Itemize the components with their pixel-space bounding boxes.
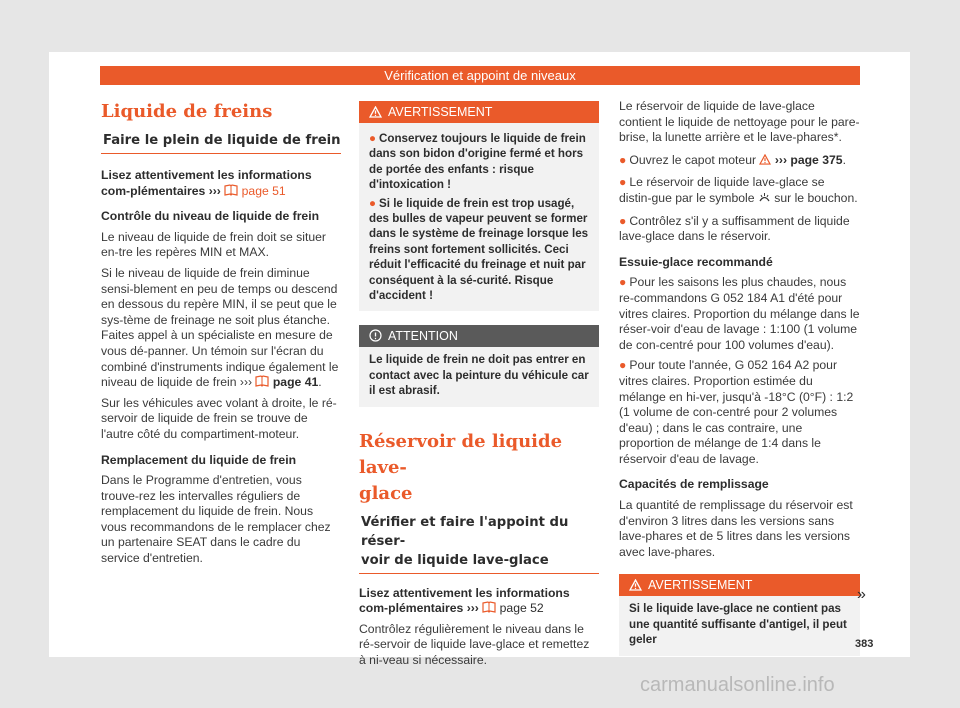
warning-body [359, 123, 599, 311]
bullet-icon: ● [619, 175, 627, 190]
continue-mark: » [857, 586, 866, 603]
warning-triangle-icon [369, 106, 382, 118]
section-header: Vérification et appoint de niveaux [100, 66, 860, 85]
heading-capacites: Capacités de remplissage [619, 477, 769, 492]
page-link[interactable]: ››› page 375 [774, 152, 843, 167]
attention-header: ATTENTION [359, 325, 599, 347]
list-item: ● Contrôlez s'il y a suffisamment de liquide lave-glace dans le réservoir. [619, 213, 850, 244]
list-item: ● Pour les saisons les plus chaudes, nous re-commandons G 052 184 A1 d'été pour vitres claires. Proportion du mélange dans le réser-voir d'eau de lavage : 1:100 (1 volume de con-centré pour 100 volumes d'eau). [619, 275, 860, 352]
book-icon [255, 375, 269, 387]
watermark: carmanualsonline.info [640, 674, 835, 696]
attention-body: Le liquide de frein ne doit pas entrer en contact avec la peinture du véhicule car il est abrasif. [369, 353, 589, 398]
section-title: Réservoir de liquide lave- glace [359, 430, 563, 504]
warning-body: Si le liquide lave-glace ne contient pas une quantité suffisante d'antigel, il peut geler [629, 602, 847, 647]
warning-header: AVERTISSEMENT [619, 574, 860, 596]
read-more-note: Lisez attentivement les informations com-plémentaires ››› page 51 [101, 168, 312, 198]
section-title: Liquide de freins [101, 101, 273, 122]
page-link[interactable]: page 51 [241, 183, 286, 198]
paragraph: Contrôlez régulièrement le niveau dans le ré-servoir de liquide lave-glace et remettez à ni-veau si nécessaire. [359, 621, 590, 668]
book-icon [224, 184, 238, 196]
column-3 [619, 99, 860, 656]
attention-box [359, 325, 599, 406]
warning-box [619, 574, 860, 655]
book-icon [482, 601, 496, 613]
bullet-icon: ● [619, 213, 627, 228]
paragraph: Le réservoir de liquide de lave-glace contient le liquide de nettoyage pour le pare-brise, la lunette arrière et le lave-phares*. [619, 99, 860, 145]
warning-triangle-icon [629, 579, 642, 591]
warning-item: ● Conservez toujours le liquide de frein dans son bidon d'origine fermé et hors de portée des enfants : risque d'intoxication ! [369, 132, 586, 192]
paragraph: Dans le Programme d'entretien, vous trouve-rez les intervalles réguliers de remplacement du liquide de frein. Nous vous recommandons de le remplacer chez un partenaire SEAT dans le cadre du service d'entretien. [101, 473, 331, 566]
paragraph: Si le niveau de liquide de frein diminue sensi-blement en peu de temps ou descend en dessous du repère MIN, il se peut que le sys-tème de freinage ne soit plus étanche. Faites appel à un spécialiste en mesure de vous dé-panner. Un témoin sur l'écran du combiné d'instruments indique également le niveau de liquide de frein ››› page 41. [101, 265, 339, 390]
bullet-icon: ● [619, 275, 627, 290]
heading-essuie-glace: Essuie-glace recommandé [619, 254, 773, 269]
warning-header: AVERTISSEMENT [359, 101, 599, 123]
read-more-note: Lisez attentivement les informations com-plémentaires ››› page 52 [359, 585, 570, 616]
washer-fluid-icon [758, 192, 771, 203]
info-circle-icon [369, 329, 382, 342]
column-2 [359, 101, 599, 669]
list-item: ● Ouvrez le capot moteur ››› page 375. [619, 152, 846, 167]
column-1 [101, 99, 341, 567]
subsection-title: Faire le plein de liquide de frein [101, 131, 341, 154]
heading-controle: Contrôle du niveau de liquide de frein [101, 209, 320, 224]
paragraph: Sur les véhicules avec volant à droite, le ré-servoir de liquide de frein se trouve de l'autre côté du compartiment-moteur. [101, 395, 337, 441]
warning-triangle-icon [759, 154, 771, 165]
warning-item: ● Si le liquide de frein est trop usagé, des bulles de vapeur peuvent se former dans le système de freinage lorsque les freins sont fortement sollicités. Ceci réduit l'efficacité du freinage et nuit par conséquent à la sé-curité. Risque d'accident ! [369, 196, 589, 303]
bullet-icon: ● [619, 152, 627, 167]
bullet-icon: ● [369, 196, 377, 210]
page-number: 383 [855, 638, 874, 650]
warning-box [359, 101, 599, 311]
list-item: ● Pour toute l'année, G 052 164 A2 pour vitres claires. Proportion estimée du mélange en hi-ver, jusqu'à -18°C (0°F) : 1:2 (1 volume de con-centré pour 2 volumes d'eau) ; dans le cas contraire, une proportion de mélange de 1:4 dans le réservoir d'eau de lavage. [619, 358, 854, 466]
heading-remplacement: Remplacement du liquide de frein [101, 452, 297, 467]
paragraph: La quantité de remplissage du réservoir est d'environ 3 litres dans les versions sans lave-phares et de 5 litres dans les versions avec lave-phares. [619, 498, 853, 559]
subsection-title: Vérifier et faire l'appoint du réser- voir de liquide lave-glace [359, 513, 599, 574]
list-item: ● Le réservoir de liquide lave-glace se distin-gue par le symbole sur le bouchon. [619, 175, 858, 205]
bullet-icon: ● [619, 358, 627, 373]
page-link[interactable]: page 52 [499, 601, 544, 616]
paragraph: Le niveau de liquide de frein doit se situer en-tre les repères MIN et MAX. [101, 229, 326, 260]
page-link[interactable]: page 41 [272, 375, 319, 390]
bullet-icon: ● [369, 132, 377, 145]
